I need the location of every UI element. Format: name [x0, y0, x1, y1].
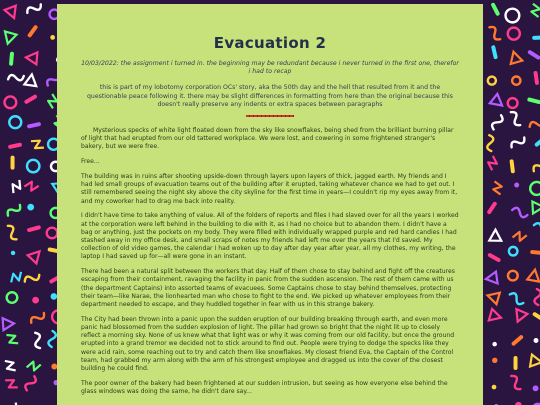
confetti-shape	[492, 358, 497, 363]
confetti-shape	[27, 204, 34, 211]
author-note: 10/03/2022: the assignment i turned in. the beginning may be redundant because i never turned in the first one, therefor i had to recap	[81, 60, 459, 76]
story-paragraph: Mysterious specks of white light floated down from the sky like snowflakes, being shed from the brilliant burning pillar of light that had erupted from our old tattered workplace. We were lost, and cowering in some frightened stranger's bakery, but we were free.	[81, 127, 454, 151]
story-paragraph: I didn't have time to take anything of value. All of the folders of reports and files I had slaved over for all the years I worked at the corporation were left behind in the building to die with it, as I had no choice but to abandon them. I didn't have a bag or anything, just the pockets on my body. They were filled with individually wrapped purple and red hard candies I had stashed away in my office desk, and small scraps of notes my friends had left me over the years that I'd saved. My collection of old video games, the calendar I had woken up to day after day year after year, all my clothes, my writing, the laptop I had saved up for—all were gone in an instant.	[81, 212, 459, 261]
section-divider	[246, 115, 294, 117]
work-title: Evacuation 2	[213, 34, 327, 52]
story-paragraph: Free...	[81, 158, 100, 166]
confetti-shape	[492, 385, 497, 390]
confetti-shape	[32, 297, 39, 304]
story-paragraph: The poor owner of the bakery had been frightened at our sudden intrusion, but seeing as how everyone else behind the glass windows was doing the same, he didn't dare say...	[81, 379, 448, 396]
confetti-shape	[492, 342, 497, 347]
confetti-shape	[11, 251, 15, 255]
confetti-shape	[533, 385, 539, 391]
confetti-shape	[50, 35, 55, 40]
story-paragraph: The building was in ruins after shooting upside-down through layers upon layers of thick, jagged earth. My friends and I had led small groups of evacuation teams out of the building after it erupted, taking whatever chance we had to get out. I still remembered seeing the night sky above the city skyline for the first time in years—I couldn't rip my eyes away from it, and my coworker had to drag me back into reality.	[81, 173, 458, 205]
work-description: this is part of my lobotomy corporation OCs' story, aka the 50th day and the hell that resulted from it and the questionable peace following it. there may be slight differences in formatting from here than the original because this doesn't really preserve any indents or extra spaces between paragraphs	[86, 84, 454, 108]
story-paragraph: There had been a natural split between the workers that day. Half of them chose to stay behind and fight off the creatures escaping from their containment, ravaging the facility in panic from the sudden ascension. The rest of them came with us (the department Captains) into assorted teams of evacuees. Some Captains chose to stay behind themselves, protecting their team—like Narae, the lionhearted man who chose to fight to the end. We picked up whatever employees from their department needed to escape, and they huddled together in fear with us in this strange bakery.	[81, 268, 455, 309]
confetti-shape	[532, 35, 540, 39]
confetti-shape	[534, 338, 539, 343]
confetti-shape	[514, 183, 519, 188]
confetti-shape	[514, 356, 518, 370]
confetti-shape	[11, 156, 15, 170]
story-paragraph: The City had been thrown into a panic upon the sudden eruption of our building breaking through earth, and even more panic had blossomed from the sudden explosion of light. The pillar had grown so bright that the night lit up to closely reflect a morning sky. None of us knew what that light was or why it was coming from our old facility, but once the ground erupted into a grand tremor we decided not to stick around to find out. People were trying to dodge the specks like they were acid rain, some reaching out to try and catch them like snowflakes. My closest friend Eva, the Captain of the Control team, had grabbed my arm along with the arm of his strongest employee and dragged us into the cover of the closest building he could find.	[81, 315, 455, 373]
story-page	[57, 4, 483, 405]
story-body	[81, 127, 459, 396]
